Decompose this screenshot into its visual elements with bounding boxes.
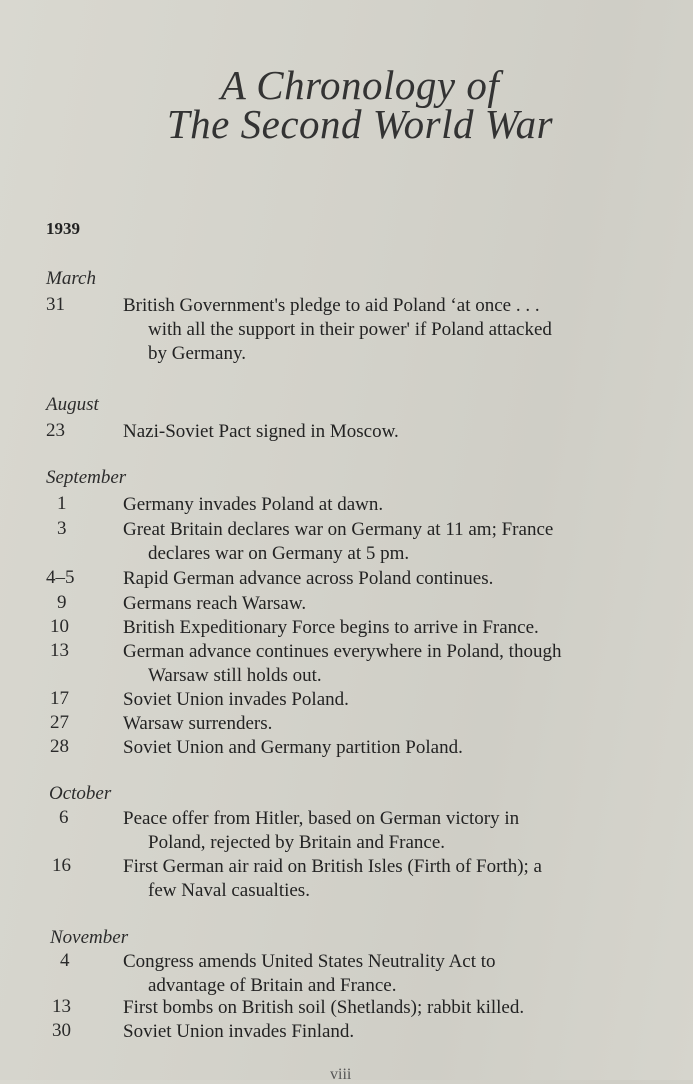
entry-line: British Expeditionary Force begins to arrive in France. bbox=[123, 617, 539, 638]
entry-line: few Naval casualties. bbox=[148, 880, 310, 901]
entry-line: First bombs on British soil (Shetlands); rabbit killed. bbox=[123, 997, 525, 1018]
month-heading-august: August bbox=[46, 394, 99, 415]
entry-text bbox=[123, 640, 663, 688]
entry-line: Germany invades Poland at dawn. bbox=[123, 494, 384, 515]
entry-line: by Germany. bbox=[148, 343, 246, 364]
entry-day: 3 bbox=[57, 518, 67, 539]
entry-text bbox=[123, 1020, 663, 1044]
entry-text bbox=[123, 567, 663, 591]
entry-day: 1 bbox=[57, 493, 67, 514]
entry-line: Warsaw still holds out. bbox=[148, 665, 322, 686]
entry-line: British Government's pledge to aid Poland ‘at once . . . bbox=[123, 295, 540, 316]
entry-line: Soviet Union invades Finland. bbox=[123, 1021, 355, 1042]
entry-line: declares war on Germany at 5 pm. bbox=[148, 543, 410, 564]
entry-line: German advance continues everywhere in Poland, though bbox=[123, 641, 562, 662]
entry-line: Peace offer from Hitler, based on German victory in bbox=[123, 808, 520, 829]
entry-day: 6 bbox=[59, 807, 69, 828]
entry-line: with all the support in their power' if Poland attacked bbox=[148, 319, 552, 340]
page-number: viii bbox=[330, 1066, 352, 1083]
month-heading-november: November bbox=[50, 927, 129, 948]
entry-line: Soviet Union invades Poland. bbox=[123, 689, 349, 710]
entry-line: Rapid German advance across Poland continues. bbox=[123, 568, 494, 589]
chronology-title-line2: The Second World War bbox=[166, 101, 554, 147]
year-heading: 1939 bbox=[46, 219, 80, 238]
entry-text bbox=[123, 736, 663, 760]
entry-day: 23 bbox=[46, 420, 65, 441]
entry-line: Great Britain declares war on Germany at 11 am; France bbox=[123, 519, 554, 540]
entry-text bbox=[123, 688, 663, 712]
entry-day: 10 bbox=[50, 616, 69, 637]
entry-line: Soviet Union and Germany partition Poland. bbox=[123, 737, 463, 758]
entry-line: Nazi-Soviet Pact signed in Moscow. bbox=[123, 421, 399, 442]
entry-day: 27 bbox=[50, 712, 69, 733]
entry-day: 4–5 bbox=[46, 567, 75, 588]
entry-text bbox=[123, 996, 663, 1020]
entry-line: Warsaw surrenders. bbox=[123, 713, 273, 734]
entry-line: Germans reach Warsaw. bbox=[123, 593, 307, 614]
entry-text bbox=[123, 592, 663, 616]
entry-day: 4 bbox=[60, 950, 70, 971]
entry-line: advantage of Britain and France. bbox=[148, 975, 397, 996]
entry-text bbox=[123, 855, 663, 903]
month-heading-october: October bbox=[49, 783, 112, 804]
entry-day: 13 bbox=[52, 996, 71, 1017]
month-heading-march: March bbox=[46, 268, 96, 289]
entry-day: 28 bbox=[50, 736, 69, 757]
entry-text bbox=[123, 950, 663, 998]
entry-day: 16 bbox=[52, 855, 71, 876]
entry-text bbox=[123, 518, 663, 566]
entry-day: 30 bbox=[52, 1020, 71, 1041]
entry-line: First German air raid on British Isles (Firth of Forth); a bbox=[123, 856, 542, 877]
entry-text bbox=[123, 493, 663, 517]
entry-line: Poland, rejected by Britain and France. bbox=[148, 832, 446, 853]
entry-day: 9 bbox=[57, 592, 67, 613]
entry-text bbox=[123, 420, 663, 444]
entry-line: Congress amends United States Neutrality Act to bbox=[123, 951, 496, 972]
entry-text bbox=[123, 807, 663, 855]
entry-text bbox=[123, 294, 663, 366]
entry-day: 13 bbox=[50, 640, 69, 661]
chronology-title-line1: A Chronology of bbox=[220, 62, 500, 108]
month-heading-september: September bbox=[46, 467, 127, 488]
entry-day: 17 bbox=[50, 688, 69, 709]
entry-day: 31 bbox=[46, 294, 65, 315]
entry-text bbox=[123, 712, 663, 736]
entry-text bbox=[123, 616, 663, 640]
